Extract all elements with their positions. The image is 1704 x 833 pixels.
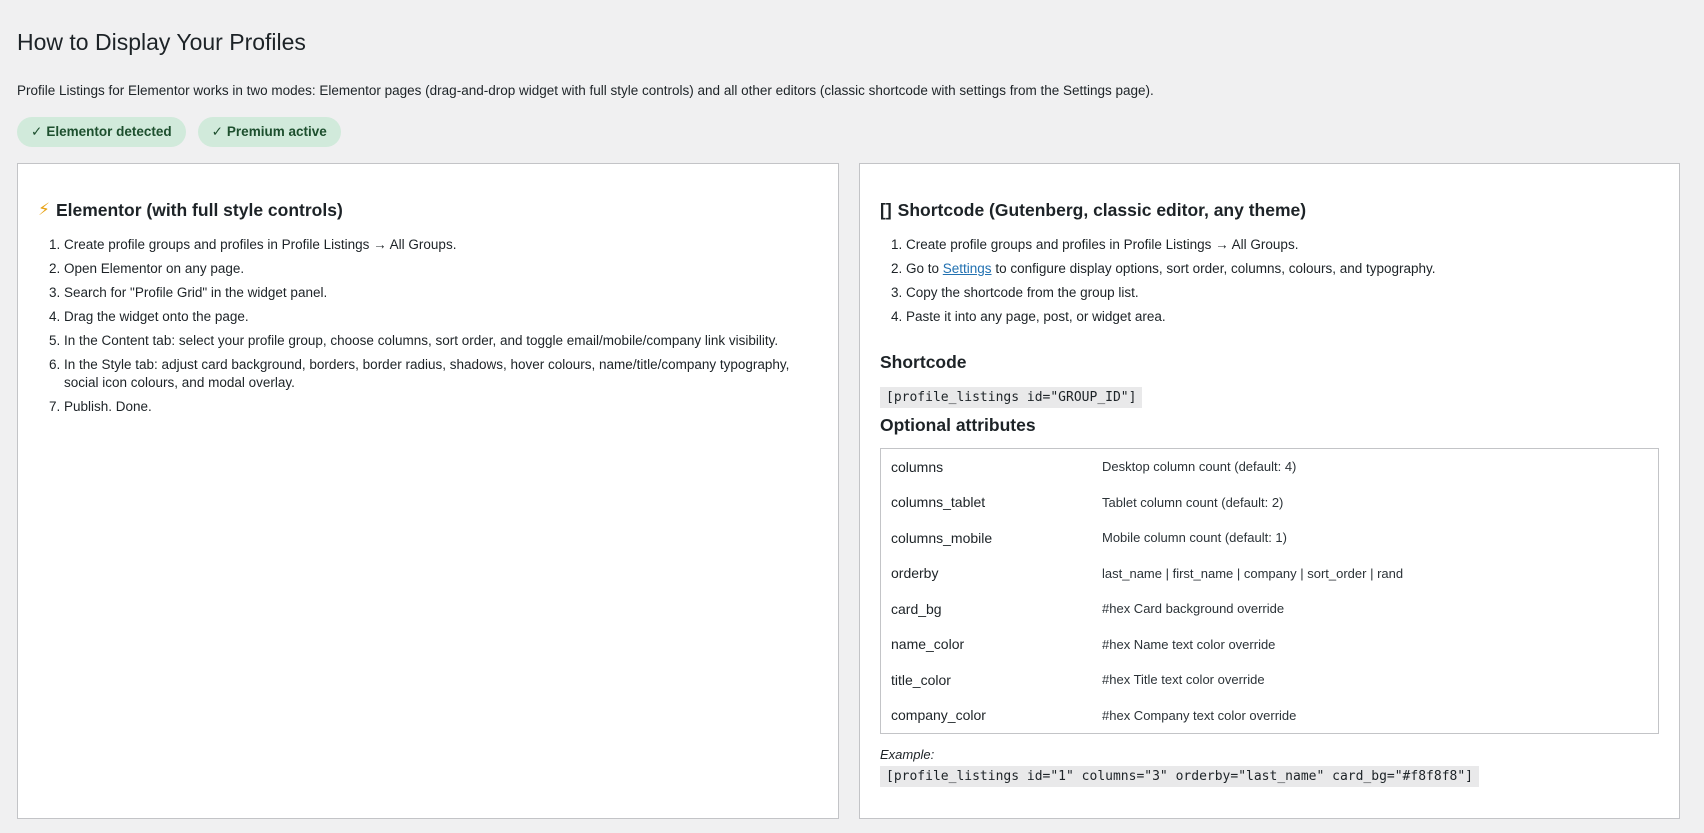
table-row [881, 485, 1658, 521]
attribute-desc: Tablet column count (default: 2) [1102, 494, 1284, 510]
intro-text: Profile Listings for Elementor works in two modes: Elementor pages (drag-and-drop widget with full style controls) and all other editors (classic shortcode with settings from the Settings page). [17, 83, 1154, 98]
list-item: 4. Paste it into any page, post, or widget area. [906, 308, 1666, 326]
attribute-key: card_bg [891, 600, 942, 617]
example-label: Example: [880, 747, 935, 762]
step-text: Go to [906, 261, 943, 276]
table-row [881, 591, 1658, 627]
shortcode-card-title [880, 198, 1306, 222]
list-item: 1. Create profile groups and profiles in Profile Listings → All Groups. [64, 236, 824, 254]
shortcode-code[interactable]: [profile_listings id="GROUP_ID"] [880, 387, 1142, 408]
attribute-key: company_color [891, 707, 986, 724]
attribute-desc: Desktop column count (default: 4) [1102, 459, 1297, 475]
badge-label: Elementor detected [46, 124, 172, 139]
list-item [906, 260, 1666, 278]
attribute-desc: #hex Card background override [1102, 601, 1285, 617]
attribute-key: orderby [891, 565, 939, 582]
list-item: 5. In the Content tab: select your profile group, choose columns, sort order, and toggle email/mobile/company link visibility. [64, 332, 824, 350]
list-item: 3. Copy the shortcode from the group list. [906, 284, 1666, 302]
step-text: to configure display options, sort order, columns, colours, and typography. [991, 261, 1436, 276]
table-row [881, 556, 1658, 592]
attribute-desc: #hex Title text color override [1102, 672, 1265, 688]
shortcode-card [859, 163, 1680, 819]
attribute-key: columns_mobile [891, 529, 993, 546]
check-icon: ✓ [31, 124, 43, 139]
attribute-desc: Mobile column count (default: 1) [1102, 530, 1287, 546]
elementor-steps-list [38, 236, 824, 422]
attributes-table [880, 448, 1659, 734]
brackets-icon: [] [880, 200, 892, 220]
elementor-card [17, 163, 839, 819]
list-item: 4. Drag the widget onto the page. [64, 308, 824, 326]
optional-attributes-heading: Optional attributes [880, 415, 1036, 435]
status-badges [17, 117, 341, 147]
status-badge-premium [198, 117, 341, 147]
elementor-card-title [38, 198, 343, 222]
example-code[interactable]: [profile_listings id="1" columns="3" orderby="last_name" card_bg="#f8f8f8"] [880, 766, 1479, 787]
list-item: 6. In the Style tab: adjust card background, borders, border radius, shadows, hover colours, name/title/company typography, social icon colours, and modal overlay. [64, 356, 824, 392]
table-row [881, 662, 1658, 698]
table-row [881, 520, 1658, 556]
attribute-key: columns_tablet [891, 494, 986, 511]
shortcode-card-title-text: Shortcode (Gutenberg, classic editor, any theme) [897, 200, 1307, 220]
check-icon: ✓ [211, 124, 223, 139]
settings-link[interactable]: Settings [942, 261, 992, 276]
list-item: 1. Create profile groups and profiles in Profile Listings → All Groups. [906, 236, 1666, 254]
list-item: 2. Open Elementor on any page. [64, 260, 824, 278]
badge-label: Premium active [226, 124, 327, 139]
list-item: 7. Publish. Done. [64, 398, 824, 416]
status-badge-elementor [17, 117, 186, 147]
shortcode-steps-list [880, 236, 1666, 332]
page-title: How to Display Your Profiles [17, 29, 306, 55]
table-row [881, 449, 1658, 485]
elementor-card-title-text: Elementor (with full style controls) [55, 200, 343, 220]
table-row [881, 698, 1658, 734]
attribute-key: title_color [891, 671, 951, 688]
lightning-icon: ⚡ [38, 200, 50, 219]
attribute-key: columns [891, 458, 944, 475]
shortcode-heading: Shortcode [880, 352, 967, 372]
attribute-desc: last_name | first_name | company | sort_order | rand [1102, 565, 1404, 581]
table-row [881, 627, 1658, 663]
attribute-desc: #hex Company text color override [1102, 707, 1297, 723]
list-item: 3. Search for "Profile Grid" in the widget panel. [64, 284, 824, 302]
attribute-desc: #hex Name text color override [1102, 636, 1276, 652]
attribute-key: name_color [891, 636, 965, 653]
